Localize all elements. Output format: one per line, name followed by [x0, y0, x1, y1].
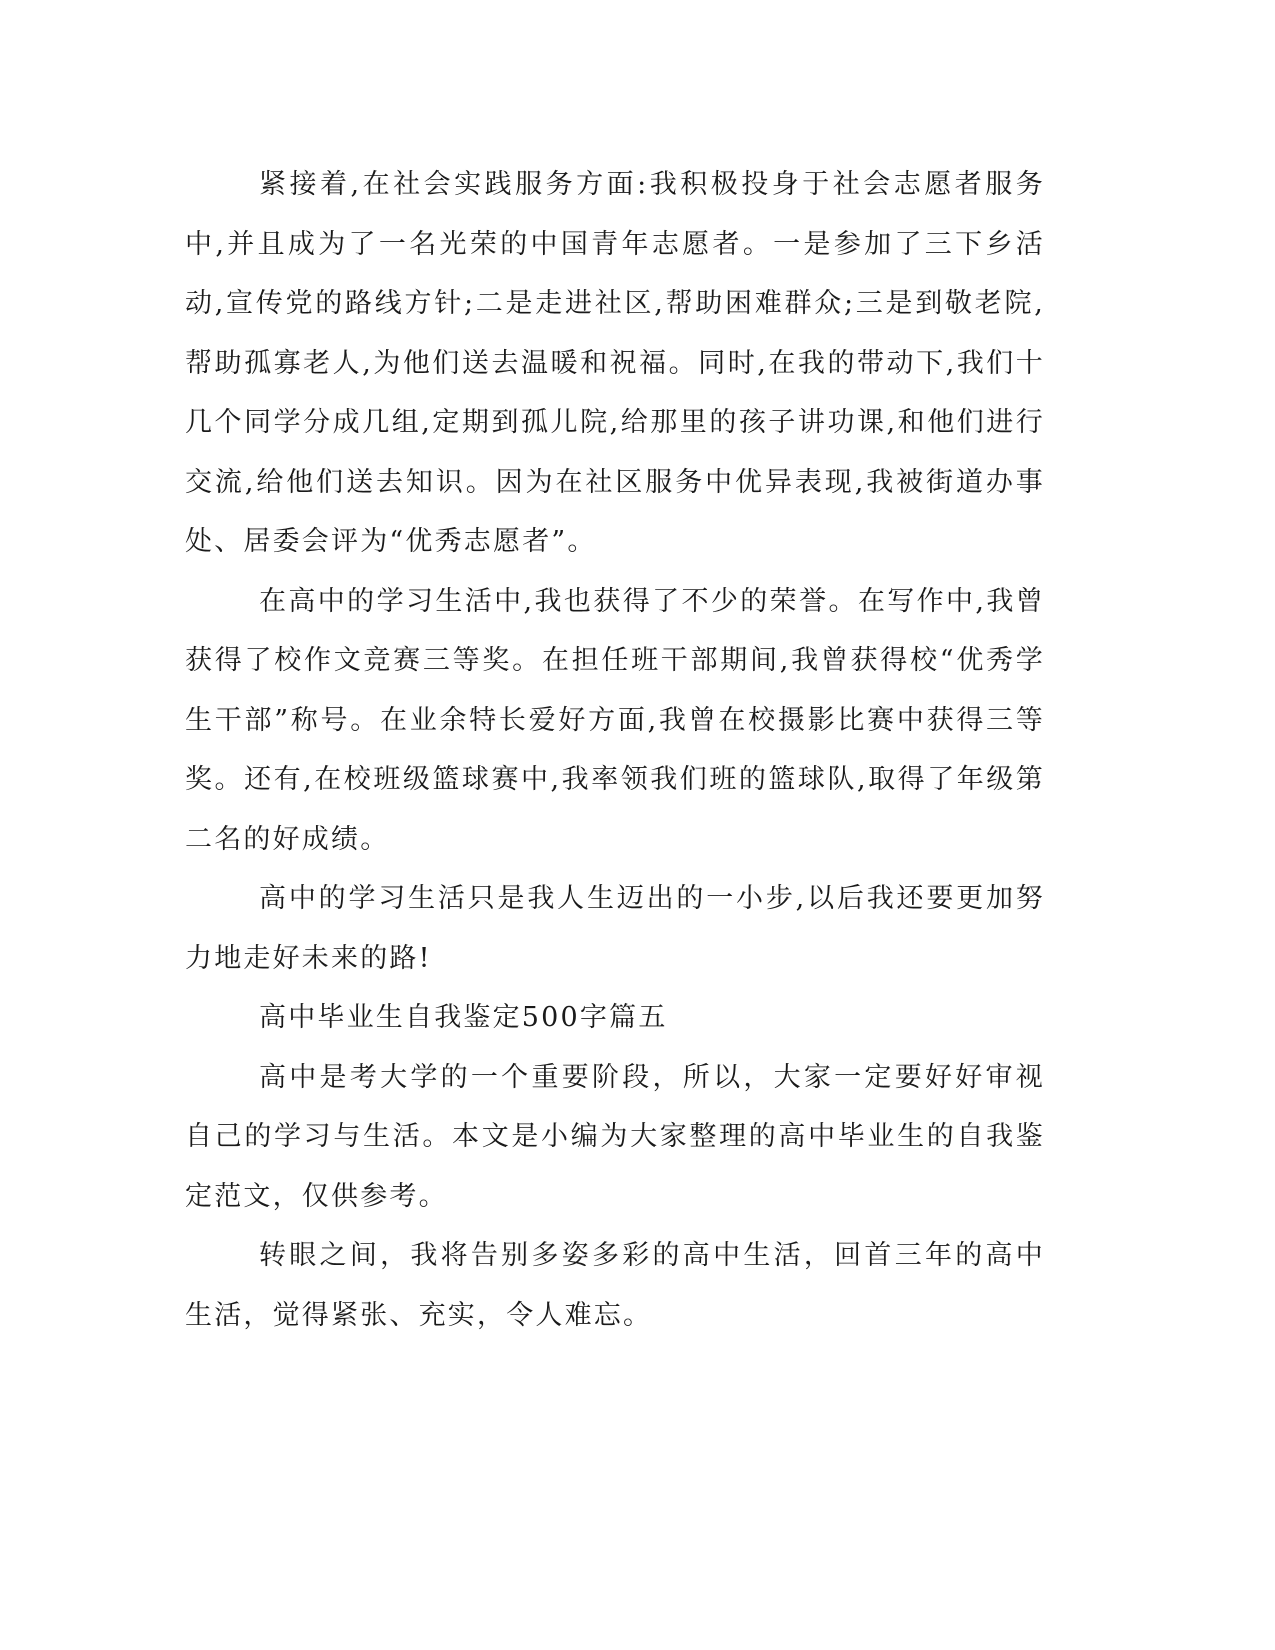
paragraph-future: 高中的学习生活只是我人生迈出的一小步,以后我还要更加努力地走好未来的路!	[185, 883, 1045, 974]
document-body	[185, 155, 1045, 1345]
paragraph-honors: 在高中的学习生活中,我也获得了不少的荣誉。在写作中,我曾获得了校作文竞赛三等奖。在担任班干部期间,我曾获得校“优秀学生干部”称号。在业余特长爱好方面,我曾在校摄影比赛中获得三等奖。还有,在校班级篮球赛中,我率领我们班的篮球队,取得了年级第二名的好成绩。	[185, 585, 1045, 855]
paragraph-reflection: 转眼之间，我将告别多姿多彩的高中生活，回首三年的高中生活，觉得紧张、充实，令人难忘。	[185, 1240, 1045, 1331]
section-heading: 高中毕业生自我鉴定500字篇五	[259, 1002, 668, 1033]
paragraph-volunteer-service: 紧接着,在社会实践服务方面:我积极投身于社会志愿者服务中,并且成为了一名光荣的中国青年志愿者。一是参加了三下乡活动,宣传党的路线方针;二是走进社区,帮助困难群众;三是到敬老院,帮助孤寡老人,为他们送去温暖和祝福。同时,在我的带动下,我们十几个同学分成几组,定期到孤儿院,给那里的孩子讲功课,和他们进行交流,给他们送去知识。因为在社区服务中优异表现,我被街道办事处、居委会评为“优秀志愿者”。	[185, 169, 1045, 557]
paragraph-intro: 高中是考大学的一个重要阶段，所以，大家一定要好好审视自己的学习与生活。本文是小编为大家整理的高中毕业生的自我鉴定范文，仅供参考。	[185, 1061, 1045, 1212]
